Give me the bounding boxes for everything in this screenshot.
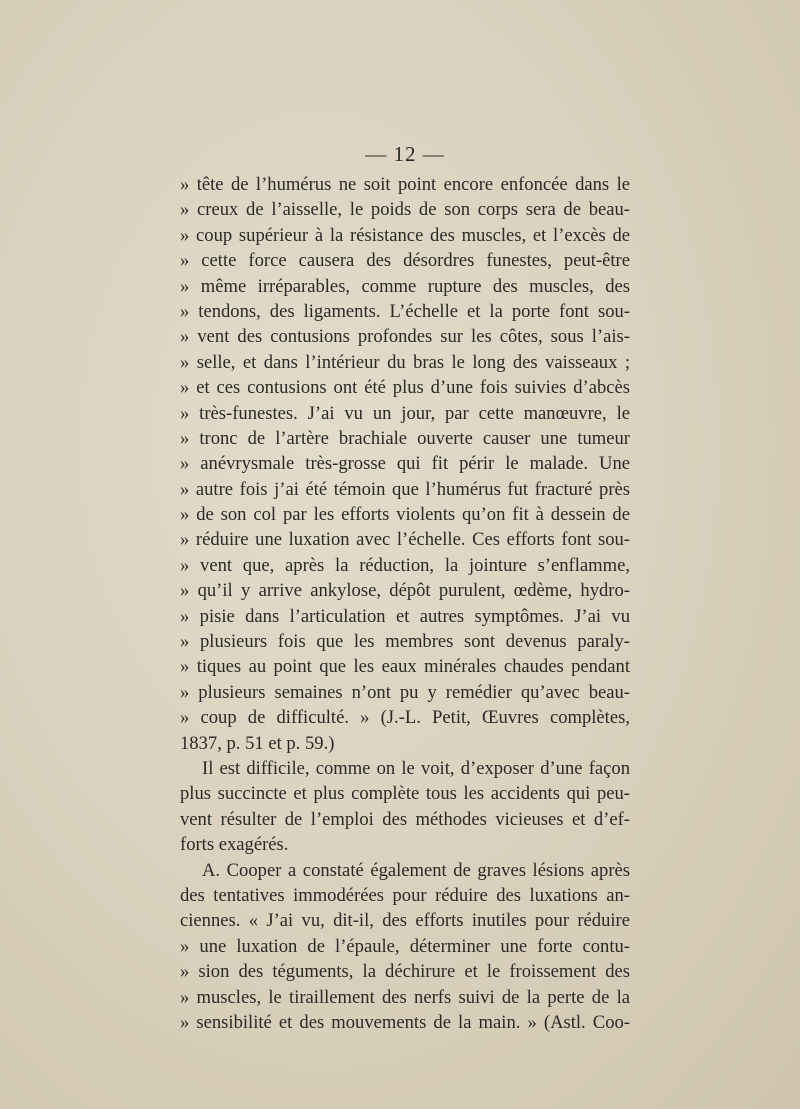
text-line: » qu’il y arrive ankylose, dépôt purulent, œdème, hydro- (180, 580, 630, 602)
text-line: » tiques au point que les eaux minérales chaudes pendant (180, 656, 630, 678)
text-line: » sensibilité et des mouvements de la main. » (Astl. Coo- (180, 1011, 630, 1033)
text-line: » et ces contusions ont été plus d’une fois suivies d’abcès (180, 377, 630, 399)
text-line: ciennes. « J’ai vu, dit-il, des efforts inutiles pour réduire (180, 910, 630, 932)
text-line: » coup de difficulté. » (J.-L. Petit, Œuvres complètes, (180, 707, 630, 729)
text-line: » vent que, après la réduction, la jointure s’enflamme, (180, 554, 630, 576)
text-line: vent résulter de l’emploi des méthodes vicieuses et d’ef- (180, 808, 630, 830)
text-line: » muscles, le tiraillement des nerfs suivi de la perte de la (180, 986, 630, 1008)
text-line: » tête de l’humérus ne soit point encore enfoncée dans le (180, 174, 630, 195)
text-line: » tronc de l’artère brachiale ouverte causer une tumeur (180, 427, 630, 449)
text-line: Il est difficile, comme on le voit, d’exposer d’une façon (202, 757, 630, 779)
text-line: » coup supérieur à la résistance des muscles, et l’excès de (180, 224, 630, 246)
text-line: » une luxation de l’épaule, déterminer une forte contu- (180, 935, 630, 957)
text-line: plus succincte et plus complète tous les accidents qui peu- (180, 783, 630, 805)
text-line: » très-funestes. J’ai vu un jour, par cette manœuvre, le (180, 402, 630, 424)
text-line: » pisie dans l’articulation et autres symptômes. J’ai vu (180, 605, 630, 627)
text-line: » même irréparables, comme rupture des muscles, des (180, 275, 630, 297)
text-line: » selle, et dans l’intérieur du bras le long des vaisseaux ; (180, 351, 630, 373)
text-line: forts exagérés. (180, 834, 289, 856)
text-line: 1837, p. 51 et p. 59.) (180, 732, 335, 754)
text-line: » tendons, des ligaments. L’échelle et la porte font sou- (180, 300, 630, 322)
body-text (180, 172, 630, 1035)
text-line: » anévrysmale très-grosse qui fit périr le malade. Une (180, 453, 630, 475)
text-line: » sion des téguments, la déchirure et le froissement des (180, 961, 630, 983)
text-line: » vent des contusions profondes sur les côtes, sous l’ais- (180, 326, 630, 348)
text-line: A. Cooper a constaté également de graves lésions après (202, 859, 630, 881)
text-line: » autre fois j’ai été témoin que l’humérus fut fracturé près (180, 478, 630, 500)
text-line: » réduire une luxation avec l’échelle. Ces efforts font sou- (180, 529, 630, 551)
text-line: des tentatives immodérées pour réduire des luxations an- (180, 884, 630, 906)
page-number: — 12 — (365, 142, 445, 166)
text-line: » de son col par les efforts violents qu’on fit à dessein de (180, 504, 630, 526)
text-line: » creux de l’aisselle, le poids de son corps sera de beau- (180, 199, 630, 221)
text-line: » plusieurs semaines n’ont pu y remédier qu’avec beau- (180, 681, 630, 703)
text-line: » plusieurs fois que les membres sont devenus paraly- (180, 631, 630, 653)
text-line: » cette force causera des désordres funestes, peut-être (180, 250, 630, 272)
